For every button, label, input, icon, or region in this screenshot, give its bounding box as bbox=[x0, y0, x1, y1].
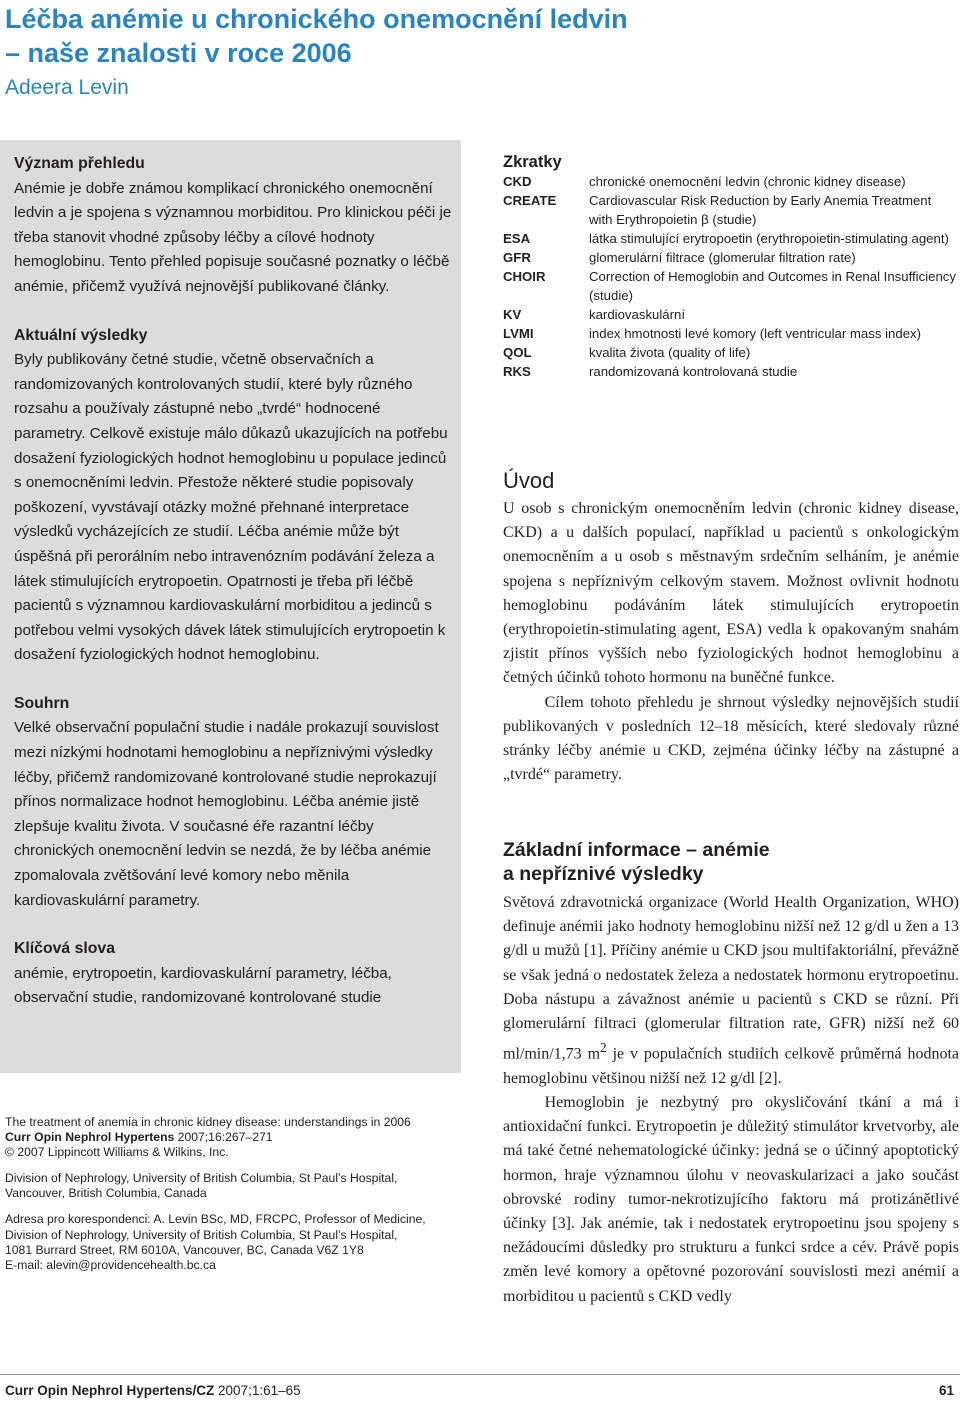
citation-text: 2007;16:267–271 bbox=[174, 1130, 273, 1145]
title-line-2: – naše znalosti v roce 2006 bbox=[5, 38, 352, 68]
footer-divider bbox=[0, 1374, 960, 1375]
abbreviation-value: Cardiovascular Risk Reduction by Early Anemia Treatment with Erythropoietin β (studie) bbox=[589, 193, 932, 227]
abbreviation-row bbox=[503, 362, 958, 381]
abbreviations-box bbox=[503, 153, 958, 381]
abbreviation-key: CREATE bbox=[503, 193, 557, 208]
background-section bbox=[503, 891, 959, 1309]
background-paragraph-1 bbox=[503, 891, 959, 1091]
affiliation-line-2: Vancouver, British Columbia, Canada bbox=[5, 1186, 207, 1201]
abbreviation-key: LVMI bbox=[503, 326, 534, 341]
correspondence-email[interactable]: E-mail: alevin@providencehealth.bc.ca bbox=[5, 1257, 216, 1272]
affiliation-line-1: Division of Nephrology, University of British Columbia, St Paul’s Hospital, bbox=[5, 1171, 398, 1186]
abbreviation-row bbox=[503, 324, 958, 343]
keywords-text: anémie, erytropoetin, kardiovaskulární parametry, léčba, observační studie, randomizované kontrolované studie bbox=[14, 964, 392, 1007]
intro-paragraph-2: Cílem tohoto přehledu je shrnout výsledky nejnovějších studií publikovaných v posledních 12–18 měsících, které sledovaly různé stránky léčby anémie u CKD, zejména účinky léčby na zástupné a „tvrdé“ parametry. bbox=[503, 693, 959, 784]
background-paragraph-1-tail: je v populačních studiích celkově průměrná hodnota hemoglobinu většinou nižší než 12 g/dl [2]. bbox=[503, 1045, 959, 1087]
abbreviation-key: QOL bbox=[503, 345, 532, 360]
correspondence-line-3: 1081 Burrard Street, RM 6010A, Vancouver, BC, Canada V6Z 1Y8 bbox=[5, 1242, 364, 1257]
original-title: The treatment of anemia in chronic kidney disease: understandings in 2006 bbox=[5, 1115, 411, 1129]
background-heading-line-2: a nepříznivé výsledky bbox=[503, 863, 704, 885]
abbreviation-key: GFR bbox=[503, 250, 531, 265]
abbreviation-row bbox=[503, 267, 958, 305]
footer-journal: Curr Opin Nephrol Hypertens/CZ bbox=[5, 1383, 215, 1398]
background-paragraph-2: Hemoglobin je nezbytný pro okysličování tkání a má i antioxidační funkci. Erytropoetin je důležitý stimulátor krvetvorby, ale má také četné nehematologické účinky: jedná se o účinný apoptotický hormon, hraje významnou úlohu v neovaskularizaci a jako součást obrovské rodiny tumor-nekrotizujícího faktoru má protizánětlivé účinky [3]. Jak anémie, tak i nedostatek erytropoetinu jsou spojeny s nežádoucími důsledky pro strukturu a funkci srdce a cév. Právě popis změn levé komory a opětovné pozorování souvislosti mezi anémií a morbiditou u pacientů s CKD vedly bbox=[503, 1093, 959, 1305]
page-number: 61 bbox=[938, 1383, 954, 1398]
abbreviation-value: index hmotnosti levé komory (left ventricular mass index) bbox=[589, 326, 922, 341]
correspondence-line-1: Adresa pro korespondenci: A. Levin BSc, MD, FRCPC, Professor of Medicine, bbox=[5, 1212, 426, 1227]
intro-section bbox=[503, 497, 959, 787]
abbreviation-key: KV bbox=[503, 307, 522, 322]
keywords-heading: Klíčová slova bbox=[14, 940, 115, 958]
abbreviation-value: látka stimulující erytropoetin (erythropoietin-stimulating agent) bbox=[589, 231, 949, 246]
copyright: © 2007 Lippincott Williams & Wilkins, Inc. bbox=[5, 1145, 229, 1160]
superscript-2: 2 bbox=[600, 1040, 607, 1056]
article-title bbox=[5, 2, 945, 70]
abbreviation-value: Correction of Hemoglobin and Outcomes in Renal Insufficiency (studie) bbox=[589, 269, 956, 303]
abbreviation-row bbox=[503, 248, 958, 267]
abbreviation-row bbox=[503, 343, 958, 362]
reference-block bbox=[5, 1115, 461, 1273]
abbreviation-row bbox=[503, 191, 958, 229]
background-heading-line-1: Základní informace – anémie bbox=[503, 839, 770, 861]
correspondence-line-2: Division of Nephrology, University of British Columbia, St Paul’s Hospital, bbox=[5, 1227, 398, 1242]
abbreviation-key: CKD bbox=[503, 174, 532, 189]
abbreviation-value: chronické onemocnění ledvin (chronic kidney disease) bbox=[589, 174, 906, 189]
abbreviations-heading: Zkratky bbox=[503, 153, 562, 171]
abbreviation-value: kardiovaskulární bbox=[589, 307, 686, 322]
author-name: Adeera Levin bbox=[5, 76, 129, 99]
background-heading bbox=[503, 838, 959, 886]
journal-name: Curr Opin Nephrol Hypertens bbox=[5, 1130, 175, 1145]
abbreviation-key: RKS bbox=[503, 364, 531, 379]
abbreviation-row bbox=[503, 172, 958, 191]
abbreviation-value: kvalita života (quality of life) bbox=[589, 345, 751, 360]
citation-line bbox=[5, 1130, 461, 1145]
conclusion-text: Velké observační populační studie i nadále prokazují souvislost mezi nízkými hodnotami hemoglobinu a nepříznivými výsledky léčby, přičemž randomizované kontrolované studie neprokazují přínos normalizace hodnot hemoglobinu. Léčba anémie jistě zlepšuje kvalitu života. V současné éře razantní léčby chronických onemocnění ledvin se nezdá, že by léčba anémie zpomalovala zvětšování levé komory nebo měnila kardiovaskulární parametry. bbox=[14, 719, 439, 909]
abbreviation-key: ESA bbox=[503, 231, 531, 246]
background-paragraph-1-text: Světová zdravotnická organizace (World Health Organization, WHO) definuje anémii jako hodnoty hemoglobinu nižší než 12 g/dl u žen a 13 g/dl u mužů [1]. Příčiny anémie u CKD jsou multifaktoriální, převážně se však jedná o nedostatek železa a nedostatek hormonu erytropoetinu. Doba nástupu a závažnost anémie u pacientů s CKD se různí. Při glomerulární filtraci (glomerular filtration rate, GFR) nižší než 60 ml/min/1,73 m bbox=[503, 894, 959, 1063]
abbreviation-value: randomizovaná kontrolovaná studie bbox=[589, 364, 798, 379]
abbreviation-key: CHOIR bbox=[503, 269, 546, 284]
footer-volume: 2007;1:61–65 bbox=[214, 1383, 301, 1398]
purpose-heading: Význam přehledu bbox=[14, 155, 145, 172]
abbreviation-value: glomerulární filtrace (glomerular filtration rate) bbox=[589, 250, 856, 265]
structured-summary bbox=[14, 152, 454, 1011]
findings-text: Byly publikovány četné studie, včetně observačních a randomizovaných kontrolovaných studií, které byly různého rozsahu a používaly zástupné nebo „tvrdé“ hodnocené parametry. Celkově existuje málo důkazů ukazujících na potřebu dosažení fyziologických hodnot hemoglobinu u populace jedinců s onemocněními ledvin. Přestože některé studie popisovaly poškození, vyvstávají otázky možné přehnané interpretace výsledků vycházejících ze studií. Léčba anémie může být úspěšná při perorálním nebo intravenózním podávání železa a látek stimulujících erytropoetin. Opatrnosti je třeba při léčbě pacientů s významnou kardiovaskulární morbiditou a jedinců s potřebou velmi vysokých dávek látek stimulujících erytropoetin k dosažení fyziologických hodnot hemoglobinu. bbox=[14, 351, 448, 664]
footer-citation bbox=[5, 1383, 301, 1399]
intro-heading: Úvod bbox=[503, 468, 555, 493]
conclusion-heading: Souhrn bbox=[14, 694, 70, 712]
intro-paragraph-1: U osob s chronickým onemocněním ledvin (chronic kidney disease, CKD) a u dalších populací, například u pacientů s onkologickým onemocněním a u osob s městnavým srdečním selháním, je anémie spojena s nepříznivým celkovým stavem. Možnost ovlivnit hodnotu hemoglobinu podáváním látek stimulujících erytropoetin (erythropoietin-stimulating agent, ESA) vedla k opakovaným snahám zjistit přínos vyšších nebo fyziologických hodnot hemoglobinu a četných účinků tohoto hormonu na buněčné funkce. bbox=[503, 500, 959, 687]
title-line-1: Léčba anémie u chronického onemocnění ledvin bbox=[5, 4, 628, 34]
purpose-text: Anémie je dobře známou komplikací chronického onemocnění ledvin a je spojena s významnou morbiditou. Pro klinickou péči je třeba stanovit vhodné způsoby léčby a cílové hodnoty hemoglobinu. Tento přehled popisuje současné poznatky o léčbě anémie, přičemž využívá nejnovější publikované články. bbox=[14, 179, 452, 295]
abbreviation-row bbox=[503, 229, 958, 248]
findings-heading: Aktuální výsledky bbox=[14, 326, 148, 344]
abbreviation-row bbox=[503, 305, 958, 324]
